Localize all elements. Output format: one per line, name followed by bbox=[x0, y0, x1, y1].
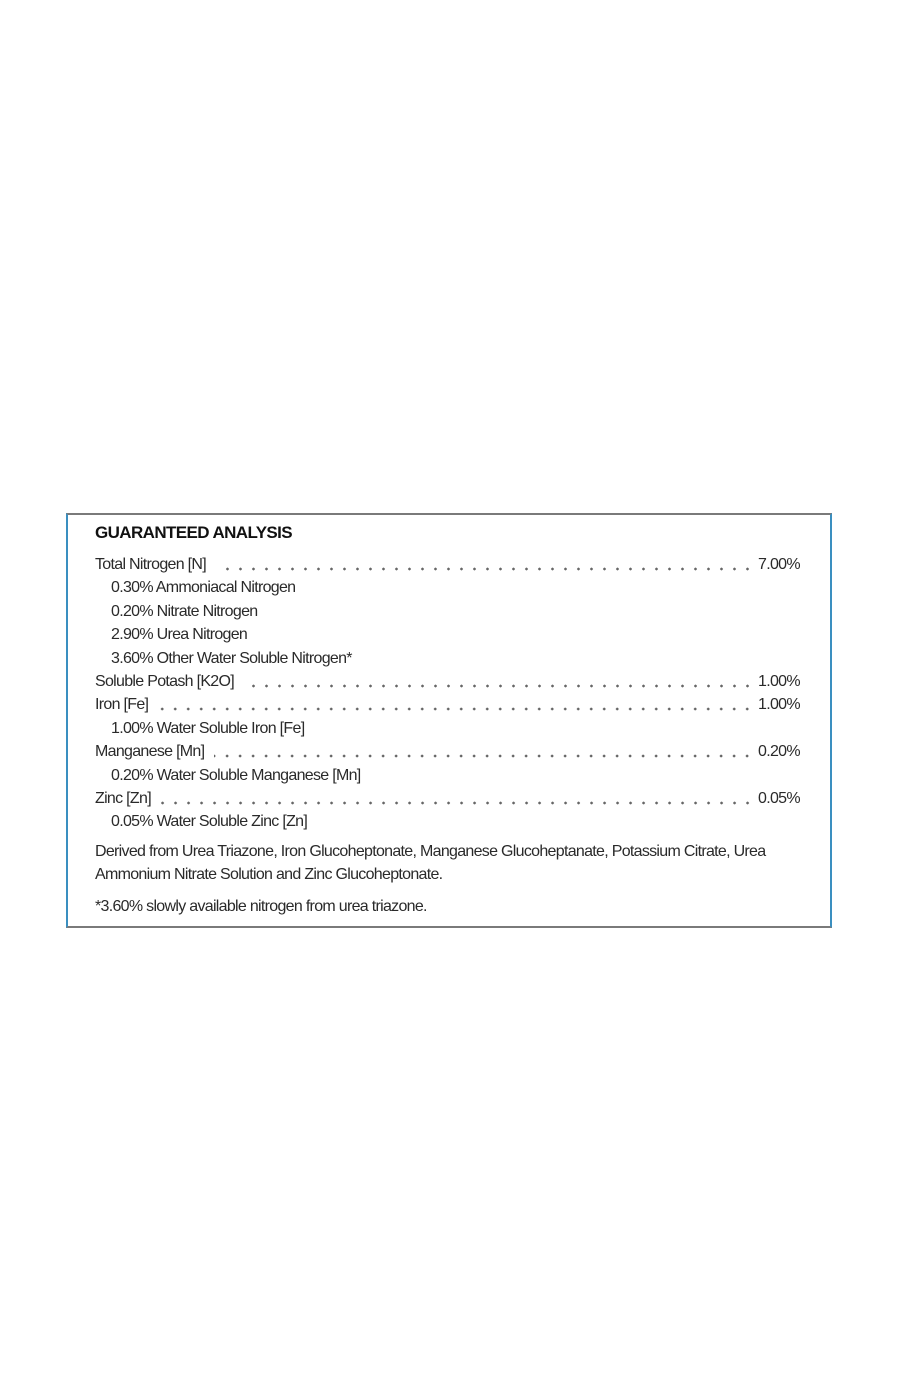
row-value: 0.20% bbox=[758, 743, 800, 761]
analysis-subrow bbox=[95, 623, 808, 646]
dot-leader bbox=[161, 801, 754, 805]
row-label: Iron [Fe] bbox=[95, 696, 149, 714]
analysis-rows bbox=[95, 553, 808, 834]
dot-leader bbox=[214, 754, 754, 758]
dot-leader bbox=[216, 567, 754, 571]
row-label: 0.20% Nitrate Nitrogen bbox=[111, 602, 258, 620]
row-value: 0.05% bbox=[758, 789, 800, 807]
analysis-row-total-nitrogen bbox=[95, 553, 808, 576]
row-label: Manganese [Mn] bbox=[95, 743, 205, 761]
row-label: Soluble Potash [K2O] bbox=[95, 672, 234, 690]
row-label: 0.05% Water Soluble Zinc [Zn] bbox=[111, 813, 308, 831]
row-label: Total Nitrogen [N] bbox=[95, 556, 207, 573]
derived-from-text: Derived from Urea Triazone, Iron Glucoheptonate, Manganese Glucoheptanate, Potassium Citrate, Urea Ammonium Nitrate Solution and Zinc Glucoheptonate. bbox=[95, 843, 766, 883]
analysis-subrow bbox=[95, 810, 808, 833]
analysis-subrow bbox=[95, 764, 808, 787]
row-label: 3.60% Other Water Soluble Nitrogen* bbox=[111, 649, 352, 667]
analysis-subrow bbox=[95, 576, 808, 599]
footnote: *3.60% slowly available nitrogen from urea triazone. bbox=[95, 898, 427, 915]
analysis-subrow bbox=[95, 600, 808, 623]
row-value: 1.00% bbox=[758, 696, 800, 714]
dot-leader bbox=[244, 684, 754, 688]
analysis-subrow bbox=[95, 647, 808, 670]
panel-title: GUARANTEED ANALYSIS bbox=[95, 523, 293, 542]
analysis-subrow bbox=[95, 717, 808, 740]
row-label: 0.30% Ammoniacal Nitrogen bbox=[111, 579, 296, 597]
analysis-row-soluble-potash bbox=[95, 670, 808, 693]
analysis-row-iron bbox=[95, 693, 808, 716]
analysis-row-manganese bbox=[95, 740, 808, 763]
row-label: 1.00% Water Soluble Iron [Fe] bbox=[111, 719, 305, 737]
row-label: 2.90% Urea Nitrogen bbox=[111, 626, 248, 644]
row-label: 0.20% Water Soluble Manganese [Mn] bbox=[111, 766, 361, 784]
row-value: 1.00% bbox=[758, 672, 800, 690]
dot-leader bbox=[158, 707, 754, 711]
analysis-row-zinc bbox=[95, 787, 808, 810]
guaranteed-analysis-panel bbox=[66, 513, 832, 928]
row-value: 7.00% bbox=[758, 556, 800, 573]
row-label: Zinc [Zn] bbox=[95, 789, 151, 807]
